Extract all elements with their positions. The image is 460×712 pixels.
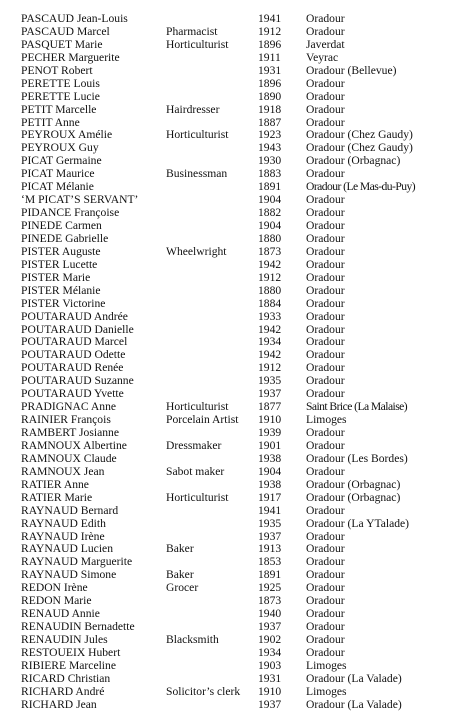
- list-row: [0, 686, 460, 699]
- person-name: RENAUDIN Jules: [21, 633, 108, 646]
- list-row: [0, 39, 460, 52]
- person-name: RATIER Marie: [21, 490, 93, 504]
- occupation: Wheelwright: [166, 244, 227, 258]
- place: Oradour: [306, 594, 345, 608]
- birth-year: 1912: [258, 361, 282, 375]
- list-row: [0, 647, 460, 660]
- place: Oradour: [306, 620, 345, 634]
- person-name: RIBIERE Marceline: [21, 658, 116, 672]
- place: Limoges: [306, 684, 347, 698]
- person-name: RAYNAUD Lucien: [21, 542, 113, 556]
- occupation: Horticulturist: [166, 400, 229, 414]
- place: Oradour: [306, 322, 345, 336]
- place: Oradour (Bellevue): [306, 63, 397, 77]
- list-row: [0, 104, 460, 117]
- person-name: PRADIGNAC Anne: [21, 400, 117, 414]
- person-name: RAYNAUD Edith: [21, 516, 106, 530]
- birth-year: 1938: [258, 451, 282, 465]
- place: Oradour: [306, 231, 345, 245]
- list-row: [0, 479, 460, 492]
- occupation: Pharmacist: [166, 24, 218, 38]
- list-row: [0, 634, 460, 647]
- birth-year: 1911: [258, 50, 281, 64]
- person-name: RENAUD Annie: [21, 607, 100, 621]
- list-row: [0, 220, 460, 233]
- list-row: [0, 91, 460, 104]
- person-name: RAYNAUD Simone: [21, 568, 117, 582]
- place: Oradour (Chez Gaudy): [306, 141, 413, 155]
- place: Oradour: [306, 348, 345, 362]
- birth-year: 1937: [258, 620, 282, 634]
- birth-year: 1896: [258, 37, 282, 51]
- list-row: [0, 699, 460, 712]
- list-row: [0, 466, 460, 479]
- birth-year: 1941: [258, 503, 282, 517]
- person-name: PICAT Maurice: [21, 167, 95, 181]
- birth-year: 1902: [258, 633, 282, 646]
- place: Oradour (La Valade): [306, 697, 402, 711]
- list-row: [0, 518, 460, 531]
- place: Oradour (Orbagnac): [306, 490, 401, 504]
- birth-year: 1942: [258, 348, 282, 362]
- place: Oradour: [306, 426, 345, 439]
- occupation: Businessman: [166, 167, 228, 181]
- list-row: [0, 440, 460, 453]
- person-name: POUTARAUD Suzanne: [21, 374, 134, 388]
- birth-year: 1942: [258, 257, 282, 271]
- person-name: RENAUDIN Bernadette: [21, 620, 135, 634]
- birth-year: 1917: [258, 490, 282, 504]
- list-row: [0, 453, 460, 466]
- place: Oradour: [306, 503, 345, 517]
- birth-year: 1937: [258, 529, 282, 543]
- birth-year: 1934: [258, 645, 282, 659]
- list-row: [0, 246, 460, 259]
- place: Oradour: [306, 244, 345, 258]
- person-name: PERETTE Louis: [21, 76, 100, 90]
- occupation: Horticulturist: [166, 490, 229, 504]
- list-row: [0, 492, 460, 505]
- person-name: PASCAUD Jean-Louis: [21, 12, 128, 25]
- list-row: [0, 26, 460, 39]
- list-row: [0, 505, 460, 518]
- place: Oradour: [306, 76, 345, 90]
- person-name: POUTARAUD Danielle: [21, 322, 134, 336]
- place: Javerdat: [306, 37, 345, 51]
- birth-year: 1883: [258, 167, 282, 181]
- occupation: Sabot maker: [166, 464, 225, 478]
- person-name: RESTOUEIX Hubert: [21, 645, 121, 659]
- birth-year: 1880: [258, 283, 282, 297]
- place: Oradour (La Valade): [306, 671, 402, 685]
- birth-year: 1853: [258, 555, 282, 569]
- person-name: RAMBERT Josianne: [21, 426, 119, 439]
- place: Oradour: [306, 568, 345, 582]
- occupation: Baker: [166, 568, 194, 582]
- victims-list: [0, 13, 460, 712]
- birth-year: 1910: [258, 684, 282, 698]
- birth-year: 1880: [258, 231, 282, 245]
- birth-year: 1903: [258, 658, 282, 672]
- birth-year: 1913: [258, 542, 282, 556]
- place: Oradour: [306, 193, 345, 207]
- place: Limoges: [306, 658, 347, 672]
- birth-year: 1904: [258, 219, 282, 232]
- place: Oradour: [306, 219, 345, 232]
- person-name: RATIER Anne: [21, 477, 89, 491]
- list-row: [0, 311, 460, 324]
- person-name: PASCAUD Marcel: [21, 24, 110, 38]
- place: Oradour (La YTalade): [306, 516, 410, 530]
- person-name: POUTARAUD Yvette: [21, 387, 124, 401]
- place: Oradour: [306, 645, 345, 659]
- birth-year: 1873: [258, 244, 282, 258]
- place: Oradour: [306, 581, 345, 595]
- person-name: RICHARD André: [21, 684, 105, 698]
- person-name: RAYNAUD Marguerite: [21, 555, 133, 569]
- list-row: [0, 427, 460, 440]
- person-name: PETIT Anne: [21, 115, 80, 129]
- birth-year: 1890: [258, 89, 282, 103]
- birth-year: 1912: [258, 270, 282, 284]
- occupation: Solicitor’s clerk: [166, 684, 241, 698]
- birth-year: 1887: [258, 115, 282, 129]
- birth-year: 1904: [258, 464, 282, 478]
- person-name: RICHARD Jean: [21, 697, 97, 711]
- place: Oradour: [306, 283, 345, 297]
- person-name: PASQUET Marie: [21, 37, 103, 51]
- place: Oradour (Orbagnac): [306, 477, 401, 491]
- person-name: PECHER Marguerite: [21, 50, 120, 64]
- person-name: PERETTE Lucie: [21, 89, 100, 103]
- person-name: ‘M PICAT’S SERVANT’: [21, 193, 139, 207]
- place: Oradour: [306, 542, 345, 556]
- birth-year: 1896: [258, 76, 282, 90]
- person-name: RAMNOUX Jean: [21, 464, 105, 478]
- place: Oradour: [306, 102, 345, 116]
- list-row: [0, 52, 460, 65]
- place: Oradour: [306, 607, 345, 621]
- occupation: Baker: [166, 542, 194, 556]
- birth-year: 1943: [258, 141, 282, 155]
- place: Oradour: [306, 555, 345, 569]
- birth-year: 1942: [258, 322, 282, 336]
- person-name: POUTARAUD Renée: [21, 361, 124, 375]
- person-name: PEYROUX Amélie: [21, 128, 113, 142]
- list-row: [0, 660, 460, 673]
- birth-year: 1923: [258, 128, 282, 142]
- place: Saint Brice (La Malaise): [306, 400, 408, 414]
- list-row: [0, 65, 460, 78]
- place: Limoges: [306, 413, 347, 427]
- place: Oradour: [306, 529, 345, 543]
- list-row: [0, 78, 460, 91]
- birth-year: 1877: [258, 400, 282, 414]
- place: Oradour: [306, 115, 345, 129]
- person-name: PISTER Marie: [21, 270, 91, 284]
- person-name: REDON Marie: [21, 594, 92, 608]
- place: Oradour: [306, 464, 345, 478]
- place: Oradour: [306, 12, 345, 25]
- person-name: PISTER Auguste: [21, 244, 101, 258]
- place: Oradour (Les Bordes): [306, 451, 408, 465]
- place: Oradour: [306, 335, 345, 349]
- person-name: PICAT Germaine: [21, 154, 102, 168]
- occupation: Grocer: [166, 581, 199, 595]
- person-name: PIDANCE Françoise: [21, 206, 120, 220]
- occupation: Horticulturist: [166, 128, 229, 142]
- occupation: Porcelain Artist: [166, 413, 239, 427]
- occupation: Hairdresser: [166, 102, 220, 116]
- person-name: RICARD Christian: [21, 671, 111, 685]
- place: Oradour: [306, 309, 345, 323]
- place: Oradour (Chez Gaudy): [306, 128, 413, 142]
- person-name: PENOT Robert: [21, 63, 93, 77]
- place: Oradour: [306, 633, 345, 646]
- person-name: PINEDE Carmen: [21, 219, 102, 232]
- birth-year: 1891: [258, 568, 282, 582]
- place: Oradour (Orbagnac): [306, 154, 401, 168]
- place: Oradour: [306, 374, 345, 388]
- birth-year: 1910: [258, 413, 282, 427]
- person-name: POUTARAUD Marcel: [21, 335, 128, 349]
- birth-year: 1931: [258, 63, 282, 77]
- person-name: POUTARAUD Odette: [21, 348, 126, 362]
- birth-year: 1931: [258, 671, 282, 685]
- person-name: RAYNAUD Irène: [21, 529, 105, 543]
- birth-year: 1938: [258, 477, 282, 491]
- list-row: [0, 233, 460, 246]
- place: Oradour: [306, 206, 345, 220]
- birth-year: 1934: [258, 335, 282, 349]
- place: Oradour: [306, 387, 345, 401]
- person-name: PISTER Mélanie: [21, 283, 101, 297]
- list-row: [0, 13, 460, 26]
- birth-year: 1939: [258, 426, 282, 439]
- place: Oradour (Le Mas-du-Puy): [306, 180, 416, 194]
- person-name: PEYROUX Guy: [21, 141, 99, 155]
- person-name: RAINIER François: [21, 413, 111, 427]
- person-name: PISTER Victorine: [21, 296, 106, 310]
- birth-year: 1884: [258, 296, 282, 310]
- birth-year: 1941: [258, 12, 282, 25]
- birth-year: 1935: [258, 516, 282, 530]
- birth-year: 1937: [258, 697, 282, 711]
- birth-year: 1930: [258, 154, 282, 168]
- list-row: [0, 259, 460, 272]
- person-name: RAMNOUX Albertine: [21, 438, 127, 452]
- birth-year: 1933: [258, 309, 282, 323]
- place: Oradour: [306, 438, 345, 452]
- list-row: [0, 285, 460, 298]
- list-row: [0, 673, 460, 686]
- place: Oradour: [306, 270, 345, 284]
- occupation: Blacksmith: [166, 633, 219, 646]
- person-name: PISTER Lucette: [21, 257, 98, 271]
- birth-year: 1904: [258, 193, 282, 207]
- person-name: RAYNAUD Bernard: [21, 503, 119, 517]
- list-row: [0, 272, 460, 285]
- person-name: PINEDE Gabrielle: [21, 231, 109, 245]
- place: Oradour: [306, 296, 345, 310]
- occupation: Horticulturist: [166, 37, 229, 51]
- birth-year: 1891: [258, 180, 282, 194]
- place: Veyrac: [306, 50, 339, 64]
- place: Oradour: [306, 361, 345, 375]
- person-name: PICAT Mélanie: [21, 180, 94, 194]
- birth-year: 1918: [258, 102, 282, 116]
- birth-year: 1901: [258, 438, 282, 452]
- person-name: RAMNOUX Claude: [21, 451, 117, 465]
- birth-year: 1925: [258, 581, 282, 595]
- place: Oradour: [306, 24, 345, 38]
- birth-year: 1937: [258, 387, 282, 401]
- person-name: POUTARAUD Andrée: [21, 309, 128, 323]
- place: Oradour: [306, 167, 345, 181]
- occupation: Dressmaker: [166, 438, 222, 452]
- list-row: [0, 298, 460, 311]
- birth-year: 1873: [258, 594, 282, 608]
- place: Oradour: [306, 257, 345, 271]
- place: Oradour: [306, 89, 345, 103]
- person-name: REDON Irène: [21, 581, 88, 595]
- birth-year: 1935: [258, 374, 282, 388]
- birth-year: 1940: [258, 607, 282, 621]
- birth-year: 1912: [258, 24, 282, 38]
- birth-year: 1882: [258, 206, 282, 220]
- person-name: PETIT Marcelle: [21, 102, 97, 116]
